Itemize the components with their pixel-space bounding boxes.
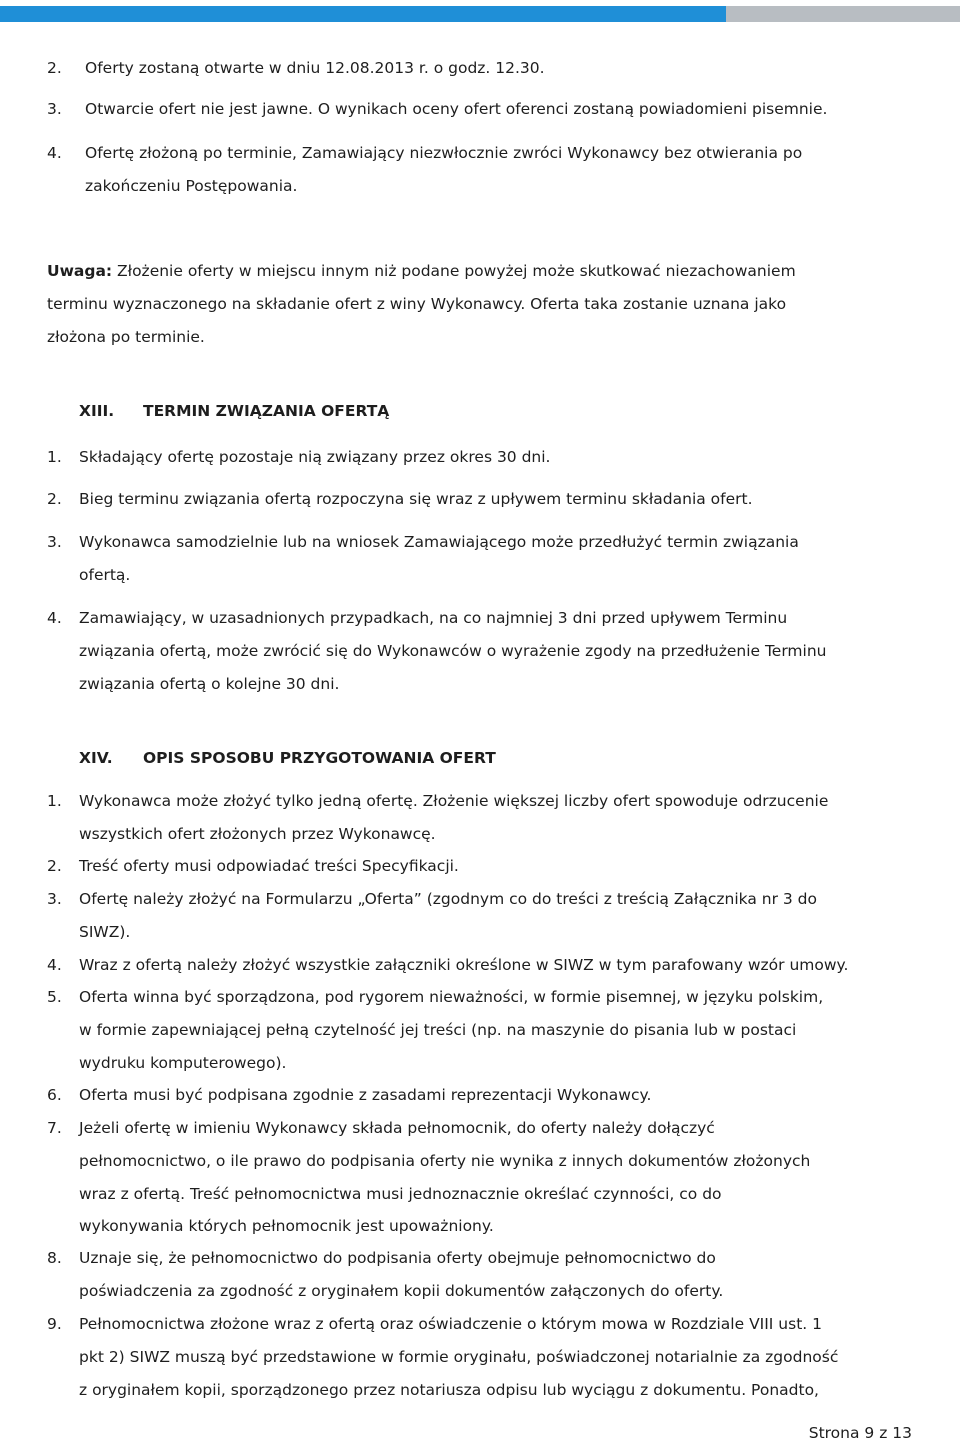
item-number: 8. <box>47 1249 62 1267</box>
note-label: Uwaga: <box>47 262 113 280</box>
item-text: pkt 2) SIWZ muszą być przedstawione w formie oryginału, poświadczonej notarialnie za zgodność <box>79 1348 839 1366</box>
section-number: XIV. <box>79 749 113 767</box>
item-text: Wykonawca może złożyć tylko jedną ofertę. Złożenie większej liczby ofert spowoduje odrzucenie <box>79 792 829 810</box>
item-text: Wykonawca samodzielnie lub na wniosek Zamawiającego może przedłużyć termin związania <box>79 533 799 551</box>
section-number: XIII. <box>79 402 115 420</box>
item-text: Bieg terminu związania ofertą rozpoczyna się wraz z upływem terminu składania ofert. <box>79 490 753 508</box>
item-text: Oferty zostaną otwarte w dniu 12.08.2013 r. o godz. 12.30. <box>85 59 545 77</box>
header-bar-blue <box>0 6 726 22</box>
item-number: 5. <box>47 988 62 1006</box>
item-text: Jeżeli ofertę w imieniu Wykonawcy składa pełnomocnik, do oferty należy dołączyć <box>79 1119 715 1137</box>
item-text: Treść oferty musi odpowiadać treści Specyfikacji. <box>79 857 459 875</box>
item-text: Wraz z ofertą należy złożyć wszystkie załączniki określone w SIWZ w tym parafowany wzór umowy. <box>79 956 849 974</box>
item-text: w formie zapewniającej pełną czytelność jej treści (np. na maszynie do pisania lub w postaci <box>79 1021 797 1039</box>
note-line <box>47 262 796 280</box>
item-number: 1. <box>47 448 62 466</box>
item-text: Oferta musi być podpisana zgodnie z zasadami reprezentacji Wykonawcy. <box>79 1086 652 1104</box>
item-text: wraz z ofertą. Treść pełnomocnictwa musi jednoznacznie określać czynności, co do <box>79 1185 722 1203</box>
item-number: 2. <box>47 857 62 875</box>
item-text: Składający ofertę pozostaje nią związany przez okres 30 dni. <box>79 448 551 466</box>
page-number: Strona 9 z 13 <box>808 1424 912 1442</box>
item-text: zakończeniu Postępowania. <box>85 177 298 195</box>
item-number: 4. <box>47 609 62 627</box>
section-title: TERMIN ZWIĄZANIA OFERTĄ <box>143 402 390 420</box>
item-number: 4. <box>47 144 62 162</box>
item-text: Pełnomocnictwa złożone wraz z ofertą oraz oświadczenie o którym mowa w Rozdziale VIII ust. 1 <box>79 1315 823 1333</box>
item-number: 2. <box>47 59 62 77</box>
item-text: wykonywania których pełnomocnik jest upoważniony. <box>79 1217 494 1235</box>
note-text: Złożenie oferty w miejscu innym niż podane powyżej może skutkować niezachowaniem <box>112 262 796 280</box>
item-number: 7. <box>47 1119 62 1137</box>
item-text: Ofertę należy złożyć na Formularzu „Oferta” (zgodnym co do treści z treścią Załącznika nr 3 do <box>79 890 817 908</box>
item-text: poświadczenia za zgodność z oryginałem kopii dokumentów załączonych do oferty. <box>79 1282 724 1300</box>
header-bar-gray <box>726 6 960 22</box>
item-number: 1. <box>47 792 62 810</box>
item-text: wydruku komputerowego). <box>79 1054 287 1072</box>
item-number: 4. <box>47 956 62 974</box>
item-text: z oryginałem kopii, sporządzonego przez notariusza odpisu lub wyciągu z dokumentu. Ponadto, <box>79 1381 819 1399</box>
section-title: OPIS SPOSOBU PRZYGOTOWANIA OFERT <box>143 749 496 767</box>
note-line: złożona po terminie. <box>47 328 205 346</box>
item-text: wszystkich ofert złożonych przez Wykonawcę. <box>79 825 436 843</box>
item-text: pełnomocnictwo, o ile prawo do podpisania oferty nie wynika z innych dokumentów złożonych <box>79 1152 811 1170</box>
item-text: Ofertę złożoną po terminie, Zamawiający niezwłocznie zwróci Wykonawcy bez otwierania po <box>85 144 803 162</box>
header-color-bar <box>0 6 960 22</box>
item-text: Zamawiający, w uzasadnionych przypadkach, na co najmniej 3 dni przed upływem Terminu <box>79 609 788 627</box>
item-number: 2. <box>47 490 62 508</box>
item-number: 3. <box>47 533 62 551</box>
item-text: SIWZ). <box>79 923 131 941</box>
item-number: 6. <box>47 1086 62 1104</box>
item-number: 9. <box>47 1315 62 1333</box>
item-text: Uznaje się, że pełnomocnictwo do podpisania oferty obejmuje pełnomocnictwo do <box>79 1249 716 1267</box>
item-number: 3. <box>47 890 62 908</box>
item-text: Otwarcie ofert nie jest jawne. O wynikach oceny ofert oferenci zostaną powiadomieni pisemnie. <box>85 100 828 118</box>
item-number: 3. <box>47 100 62 118</box>
item-text: związania ofertą, może zwrócić się do Wykonawców o wyrażenie zgody na przedłużenie Terminu <box>79 642 827 660</box>
item-text: związania ofertą o kolejne 30 dni. <box>79 675 340 693</box>
item-text: Oferta winna być sporządzona, pod rygorem nieważności, w formie pisemnej, w języku polskim, <box>79 988 824 1006</box>
item-text: ofertą. <box>79 566 131 584</box>
note-line: terminu wyznaczonego na składanie ofert z winy Wykonawcy. Oferta taka zostanie uznana jako <box>47 295 787 313</box>
